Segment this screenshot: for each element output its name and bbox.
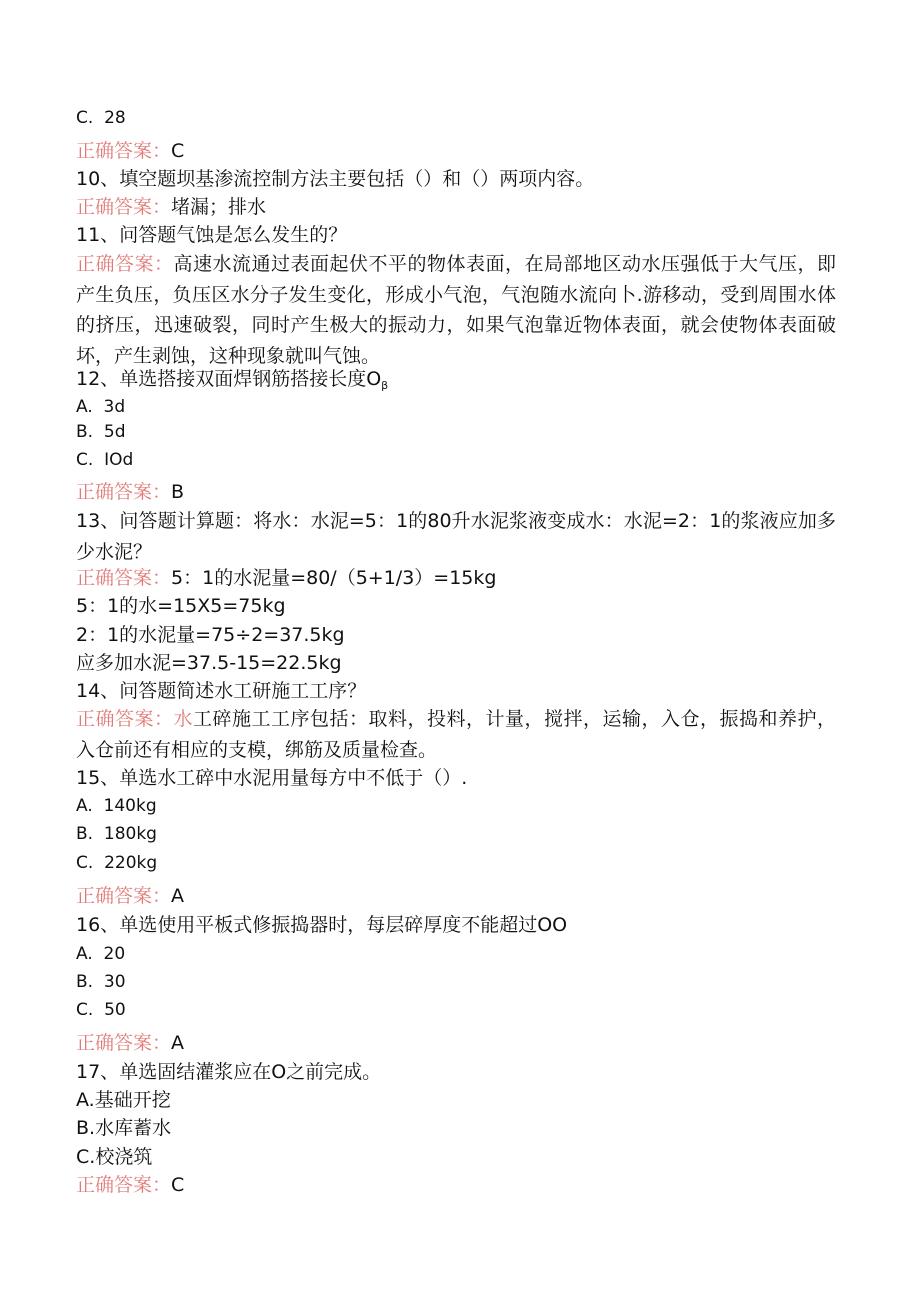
q16-option-c: C. 50 (76, 1000, 126, 1020)
q16-option-a: A. 20 (76, 944, 126, 964)
q16-option-b: B. 30 (76, 972, 126, 992)
q9-answer: 正确答案：C (76, 140, 185, 162)
q17-question: 17、单选固结灌浆应在O之前完成。 (76, 1061, 382, 1083)
q13-answer-line-3: 2：1的水泥量=75÷2=37.5kg (76, 624, 345, 646)
q14-answer: 正确答案：水工碎施工工序包括：取料，投料，计量，搅拌，运输，入仓，振捣和养护，入仓前还有相应的支模，绑筋及质量检查。 (76, 708, 836, 761)
q17-option-a: A.基础开挖 (76, 1089, 171, 1111)
q15-option-b: B. 180kg (76, 824, 157, 844)
q9-option-c: C. 28 (76, 108, 126, 128)
q11-answer: 正确答案：高速水流通过表面起伏不平的物体表面，在局部地区动水压强低于大气压，即产生负压，负压区水分子发生变化，形成小气泡，气泡随水流向卜.游移动，受到周围水体的挤压，迅速破裂，同时产生极大的振动力，如果气泡靠近物体表面，就会使物体表面破坏，产生剥蚀，这种现象就叫气蚀。 (76, 253, 836, 367)
q12-option-c: C. IOd (76, 450, 134, 470)
q10-answer: 正确答案：堵漏；排水 (76, 196, 267, 218)
q15-question: 15、单选水工碎中水泥用量每方中不低于（）. (76, 767, 468, 789)
q17-option-b: B.水库蓄水 (76, 1117, 172, 1139)
q12-answer: 正确答案：B (76, 481, 185, 503)
q13-answer-line-1: 正确答案：5：1的水泥量=80/（5+1/3）=15kg (76, 567, 497, 589)
q13-question: 13、问答题计算题：将水：水泥=5：1的80升水泥浆液变成水：水泥=2：1的浆液应加多少水泥？ (76, 510, 836, 563)
q16-question: 16、单选使用平板式修振捣器时，每层碎厚度不能超过OO (76, 914, 568, 936)
q11-question: 11、问答题气蚀是怎么发生的？ (76, 224, 348, 246)
q17-answer: 正确答案：C (76, 1174, 185, 1196)
q17-option-c: C.校浇筑 (76, 1146, 153, 1168)
q16-answer: 正确答案：A (76, 1032, 185, 1054)
q12-question: 12、单选搭接双面焊钢筋搭接长度$O_\beta$ (76, 368, 389, 392)
q15-answer: 正确答案：A (76, 885, 185, 907)
q13-answer-line-2: 5：1的水=15X5=75kg (76, 595, 286, 617)
q13-answer-line-4: 应多加水泥=37.5-15=22.5kg (76, 652, 342, 674)
q15-option-c: C. 220kg (76, 853, 158, 873)
q10-question: 10、填空题坝基渗流控制方法主要包括（）和（）两项内容。 (76, 168, 595, 190)
q12-option-a: A. 3d (76, 397, 126, 417)
q14-question: 14、问答题简述水工研施工工序？ (76, 680, 367, 702)
q12-option-b: B. 5d (76, 422, 126, 442)
q15-option-a: A. 140kg (76, 796, 157, 816)
